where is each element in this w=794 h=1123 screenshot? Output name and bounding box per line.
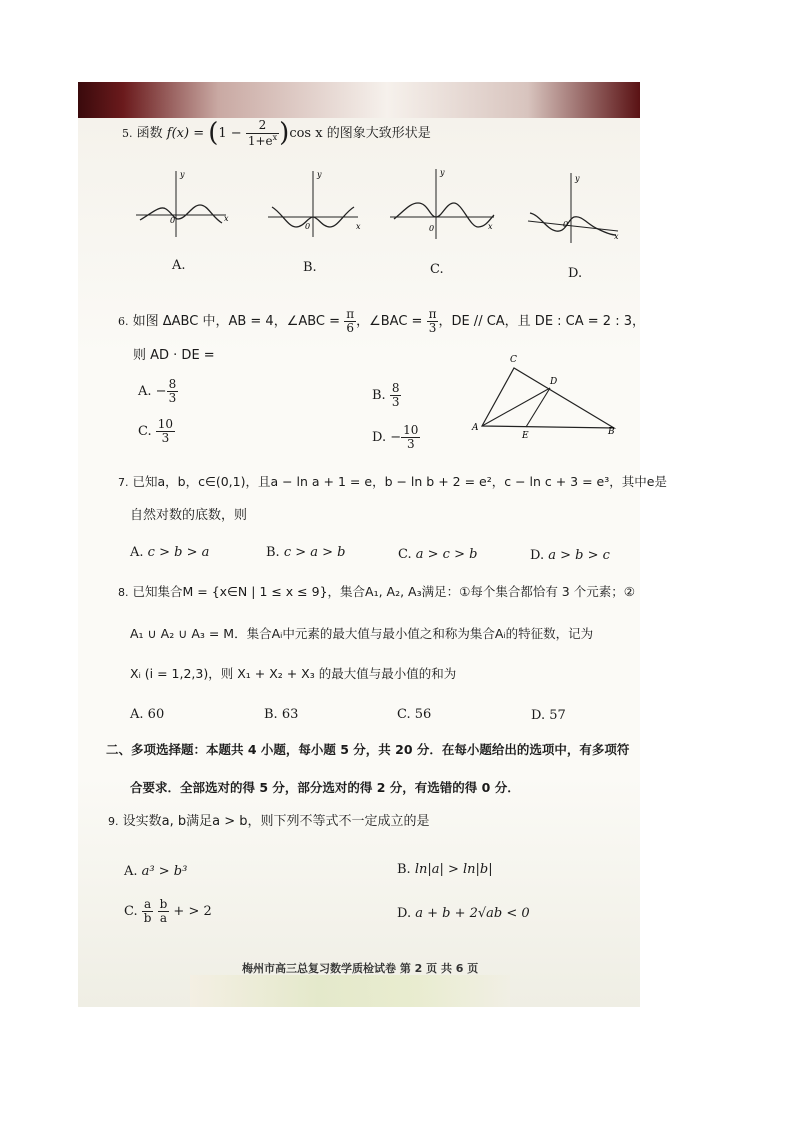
- q6-stem: 6. 如图 ΔABC 中，AB = 4，∠ABC = $\frac{\pi}{6}$ ，∠BAC = $\frac{\pi}{3}$ ，DE // CA，且 DE : CA = 2 : 3，: [118, 307, 645, 336]
- section2-heading: 二、多项选择题：本题共 4 小题，每小题 5 分，共 20 分．在每小题给出的选项中，有多项符: [106, 742, 630, 757]
- graph-b: [268, 170, 361, 237]
- svg-text:0: 0: [563, 220, 569, 229]
- q6-question: 则 AD · DE =: [133, 348, 215, 363]
- page-top-shadow: [78, 82, 640, 118]
- q6-option-a: A. − $\frac{8}{3}$: [138, 377, 177, 406]
- svg-text:B: B: [608, 427, 615, 437]
- q5-option-d: D.: [568, 266, 583, 281]
- q5-option-b: B.: [303, 260, 317, 275]
- q8-option-a: A. 60: [130, 707, 165, 722]
- svg-text:D: D: [550, 377, 558, 387]
- q9-option-d: D. a + b + 2√ab < 0: [397, 906, 530, 921]
- graph-d: [528, 173, 619, 243]
- svg-text:C: C: [510, 355, 517, 365]
- q7-option-d: D. a > b > c: [530, 548, 610, 563]
- svg-text:0: 0: [429, 224, 435, 233]
- q6-option-b: B. $\frac{8}{3}$: [372, 381, 400, 410]
- svg-text:y: y: [180, 170, 185, 179]
- q6-triangle-figure: [470, 350, 630, 440]
- footer-highlight: [190, 975, 510, 1007]
- q7-stem-cont: 自然对数的底数，则: [130, 508, 248, 523]
- svg-text:0: 0: [170, 216, 176, 225]
- q8-line1: 8. 已知集合M = {x∈N | 1 ≤ x ≤ 9}，集合A₁, A₂, A₃满足：①每个集合都恰有 3 个元素；②: [118, 584, 635, 599]
- q8-line3: Xᵢ (i = 1,2,3)，则 X₁ + X₂ + X₃ 的最大值与最小值的和为: [130, 666, 457, 681]
- svg-text:x: x: [614, 232, 619, 241]
- q8-line2: A₁ ∪ A₂ ∪ A₃ = M．集合Aᵢ中元素的最大值与最小值之和称为集合Aᵢ的特征数，记为: [130, 626, 594, 641]
- graph-c: [390, 168, 494, 239]
- svg-text:y: y: [440, 168, 445, 177]
- q7-option-a: A. c > b > a: [130, 545, 210, 560]
- q7-option-c: C. a > c > b: [398, 547, 478, 562]
- q9-option-a: A. a³ > b³: [124, 864, 188, 879]
- svg-text:0: 0: [305, 222, 311, 231]
- page-footer: 梅州市高三总复习数学质检试卷 第 2 页 共 6 页: [242, 962, 479, 975]
- svg-text:A: A: [472, 423, 479, 433]
- q9-option-c-ineq: + > 2: [173, 904, 212, 920]
- section2-instructions: 合要求．全部选对的得 5 分，部分选对的得 2 分，有选错的得 0 分．: [130, 780, 520, 795]
- q8-option-c: C. 56: [397, 707, 432, 722]
- q5-option-a: A.: [172, 258, 186, 273]
- q6-option-d: D. − $\frac{10}{3}$: [372, 423, 419, 452]
- q5-graphs: [0, 165, 794, 275]
- q5-option-c: C.: [430, 262, 444, 277]
- q5-stem: 5. 函数 f(x) = (1 − $\frac{2}{1+e^x}$ )cos x 的图象大致形状是: [122, 118, 431, 148]
- q8-option-d: D. 57: [531, 708, 566, 723]
- graph-a: [136, 170, 229, 237]
- q7-option-b: B. c > a > b: [266, 545, 346, 560]
- svg-text:y: y: [317, 170, 322, 179]
- svg-text:x: x: [356, 222, 361, 231]
- svg-text:x: x: [488, 222, 493, 231]
- q8-option-b: B. 63: [264, 707, 299, 722]
- q9-stem: 9. 设实数a, b满足a > b，则下列不等式不一定成立的是: [108, 814, 430, 829]
- svg-text:y: y: [575, 174, 580, 183]
- q6-option-c: C. $\frac{10}{3}$: [138, 417, 174, 446]
- q7-stem: 7. 已知a，b，c∈(0,1)，且a − ln a + 1 = e，b − ln b + 2 = e²，c − ln c + 3 = e³，其中e是: [118, 474, 667, 489]
- q9-option-c: C. $\frac{a}{b}$ $\frac{b}{a}$ + > 2: [124, 897, 212, 926]
- svg-text:x: x: [224, 214, 229, 223]
- q9-option-b: B. ln|a| > ln|b|: [397, 862, 493, 877]
- svg-text:E: E: [522, 431, 529, 440]
